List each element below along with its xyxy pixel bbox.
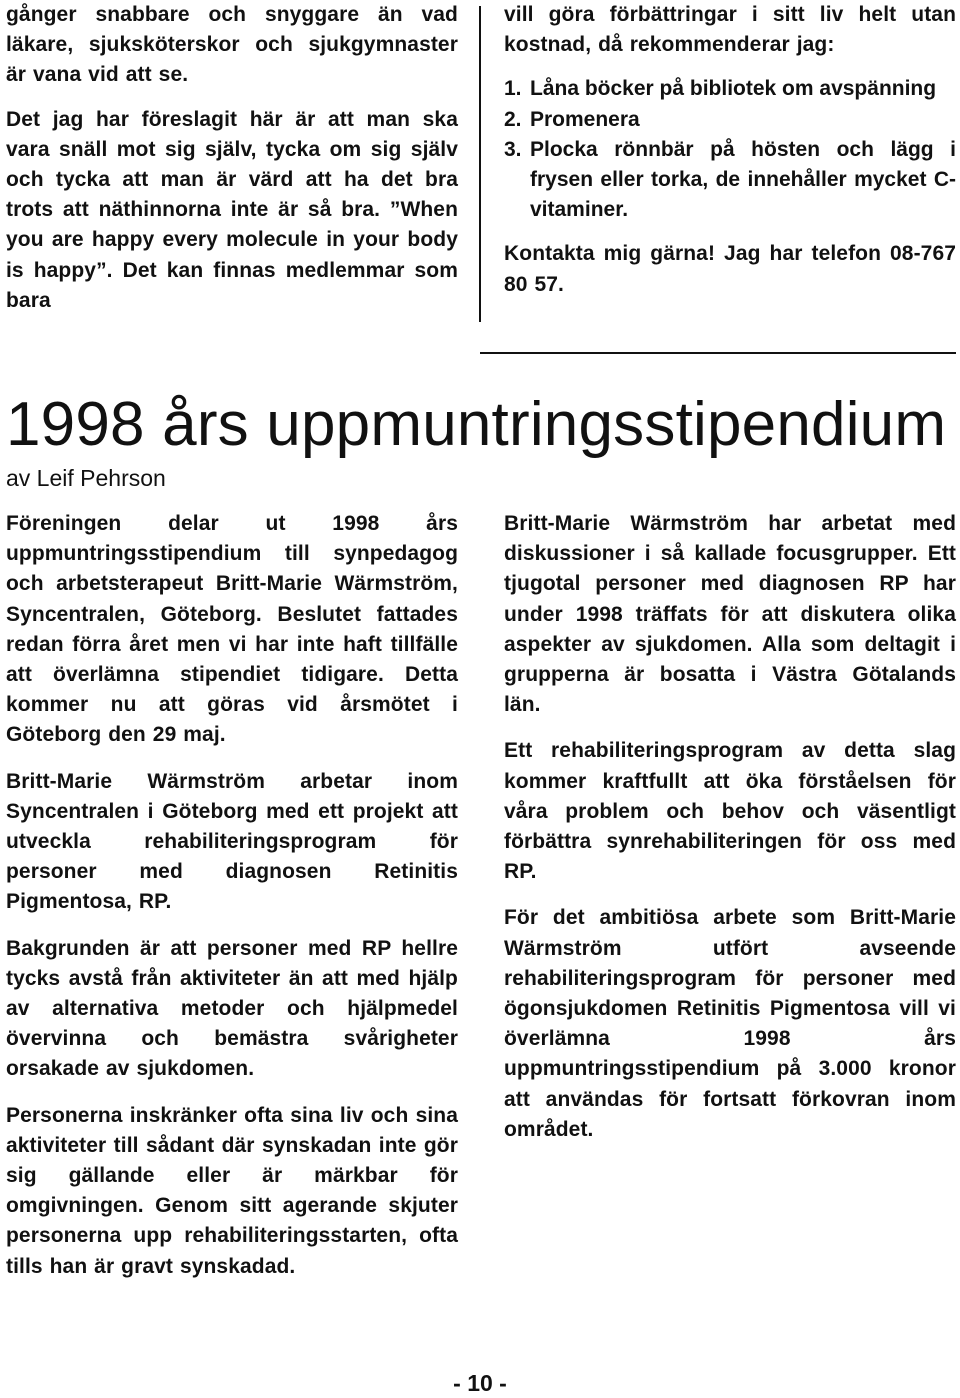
contact-line: Kontakta mig gärna! Jag har telefon 08-767 80 57. [504,242,956,296]
list-item: 3. Plocka rönnbär på hösten och lägg i frysen eller torka, de innehåller mycket C-vitaminer. [504,137,956,222]
article-paragraph: Britt-Marie Wärmström arbetar inom Syncentralen i Göteborg med ett projekt att utveckla rehabiliteringsprogram för personer med diagnosen Retinitis Pigmentosa, RP. [6,769,458,914]
list-item: 2. Promenera [504,107,640,131]
article-paragraph: Personerna inskränker ofta sina liv och sina aktiviteter till sådant där synskadan inte gör sig gällande eller är märkbar för omgivningen. Genom sitt agerande skjuter personerna upp rehabiliteringsstarten, ofta tills han är gravt synskadad. [6,1103,458,1278]
previous-article-paragraph: Det jag har föreslagit här är att man ska vara snäll mot sig själv, tycka om sig själv och tycka att man är värd att ha det bra trots att näthinnorna inte är så bra. ”When you are happy every molecule in your body is happy”. Det kan finnas medlemmar som bara [6,107,458,312]
previous-article-right-column [504,0,956,300]
article-paragraph: Britt-Marie Wärmström har arbetat med diskussioner i så kallade focusgrupper. Ett tjugotal personer med diagnosen RP har under 1998 träffats för att diskutera olika aspekter av sjukdomen. Alla som deltagit i grupperna är bosatta i Västra Götalands län. [504,512,956,717]
article-paragraph: Ett rehabiliteringsprogram av detta slag kommer kraftfullt att öka förståelsen för våra problem och behov och väsentligt förbättra synrehabiliteringen för oss med RP. [504,739,956,884]
article-left-column [6,509,458,1282]
article-paragraph: Bakgrunden är att personer med RP hellre tycks avstå från aktiviteter än att med hjälp av alternativa metoder och hjälpmedel övervinna och bemästra svårigheter orsakade av sjukdomen. [6,936,458,1081]
article-title: 1998 års uppmuntringsstipendium [6,390,947,459]
page-number: - 10 - [453,1370,507,1396]
recommendation-intro: vill göra förbättringar i sitt liv helt utan kostnad, då rekommenderar jag: [504,3,956,57]
previous-article-left-column [6,0,458,316]
recommendation-list [504,74,956,225]
article-paragraph: Föreningen delar ut 1998 års uppmuntringsstipendium till synpedagog och arbetsterapeut Britt-Marie Wärmström, Syncentralen, Göteborg. Beslutet fattades redan förra året men vi har inte haft tillfälle att överlämna stipendiet tidigare. Detta kommer nu att göras vid årsmötet i Göteborg den 29 maj. [6,512,458,747]
column-divider [479,6,481,322]
article-paragraph: För det ambitiösa arbete som Britt-Marie Wärmström utfört avseende rehabiliteringsprogram för personer med ögonsjukdomen Retinitis Pigmentosa vill vi överlämna 1998 års uppmuntringsstipendium på 3.000 kronor att användas för fortsatt förkovran inom området. [504,906,956,1141]
article-right-column [504,509,956,1145]
section-rule [480,352,956,354]
previous-article-paragraph: gånger snabbare och snyggare än vad läkare, sjuksköterskor och sjukgymnaster är vana vid att se. [6,3,458,87]
list-item: 1. Låna böcker på bibliotek om avspänning [504,77,937,101]
article-byline: av Leif Pehrson [6,465,166,491]
